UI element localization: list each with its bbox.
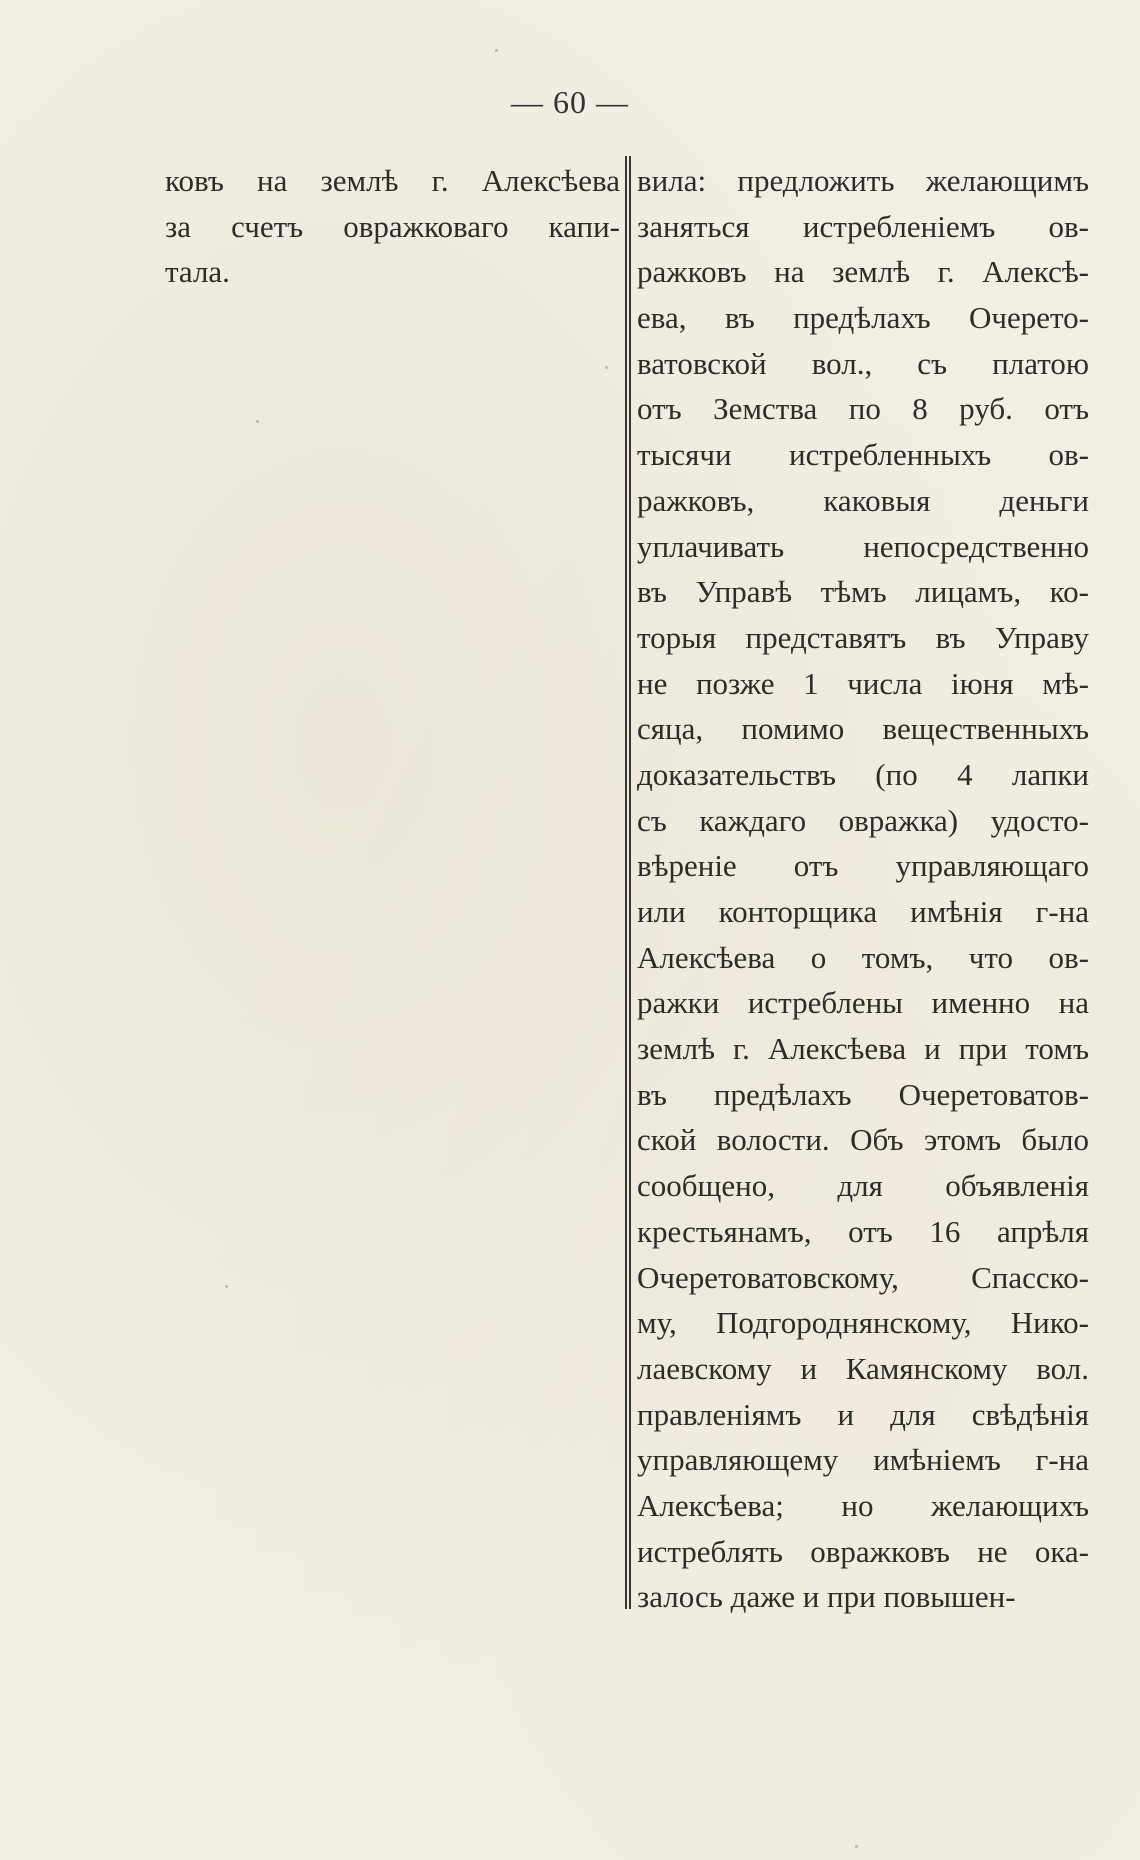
text-line: ской волости. Объ этомъ было <box>637 1122 1089 1158</box>
text-line: или конторщика имѣнія г-на <box>637 894 1089 929</box>
text-line: ковъ на землѣ г. Алексѣева <box>165 163 620 198</box>
text-line: отъ Земства по 8 руб. отъ <box>637 391 1089 427</box>
page-number: — 60 — <box>511 84 629 120</box>
text-line: му, Подгороднянскому, Нико- <box>637 1305 1089 1341</box>
text-line: вила: предложить желающимъ <box>637 163 1089 198</box>
text-line: управляющему имѣніемъ г-на <box>637 1442 1089 1478</box>
text-line: ева, въ предѣлахъ Очерето- <box>637 300 1089 336</box>
text-line: истреблять овражковъ не ока- <box>637 1533 1089 1569</box>
text-line: лаевскому и Камянскому вол. <box>637 1350 1089 1386</box>
text-line: ражковъ на землѣ г. Алексѣ- <box>637 254 1089 290</box>
text-line: ражковъ, каковыя деньги <box>637 482 1089 518</box>
text-line: залось даже и при повышен- <box>637 1579 1016 1615</box>
text-line: за счетъ овражковаго капи- <box>165 208 620 244</box>
text-line: въ предѣлахъ Очеретоватов- <box>637 1076 1089 1112</box>
text-line: сообщено, для объявленія <box>637 1168 1089 1204</box>
text-line: тысячи истребленныхъ ов- <box>637 437 1089 473</box>
text-line: вѣреніе отъ управляющаго <box>637 848 1089 884</box>
text-line: доказательствъ (по 4 лапки <box>637 756 1089 792</box>
text-line: крестьянамъ, отъ 16 апрѣля <box>637 1213 1089 1249</box>
paper-speck <box>256 420 259 423</box>
text-line: землѣ г. Алексѣева и при томъ <box>637 1031 1089 1067</box>
text-line: не позже 1 числа іюня мѣ- <box>637 665 1089 701</box>
text-line: тала. <box>165 254 230 290</box>
paper-speck <box>855 1845 858 1848</box>
text-line: Алексѣева о томъ, что ов- <box>637 939 1089 975</box>
text-line: уплачивать непосредственно <box>637 528 1089 564</box>
paper-speck <box>605 366 608 369</box>
text-line: Алексѣева; но желающихъ <box>637 1487 1089 1523</box>
text-line: заняться истребленіемъ ов- <box>637 208 1089 244</box>
text-line: правленіямъ и для свѣдѣнія <box>637 1396 1089 1432</box>
paper-speck <box>495 49 498 52</box>
right-text-column <box>637 158 1089 1620</box>
text-line: ражки истреблены именно на <box>637 985 1089 1021</box>
text-line: торыя представятъ въ Управу <box>637 619 1089 655</box>
paper-speck <box>225 1285 228 1288</box>
text-line: въ Управѣ тѣмъ лицамъ, ко- <box>637 574 1089 610</box>
text-line: сяца, помимо вещественныхъ <box>637 711 1089 747</box>
text-line: съ каждаго овражка) удосто- <box>637 802 1089 838</box>
text-line: Очеретоватовскому, Спасско- <box>637 1259 1089 1295</box>
text-line: ватовской вол., съ платою <box>637 345 1089 381</box>
column-divider-line <box>625 156 627 1609</box>
column-divider-line <box>629 156 631 1609</box>
left-text-column <box>165 158 620 295</box>
